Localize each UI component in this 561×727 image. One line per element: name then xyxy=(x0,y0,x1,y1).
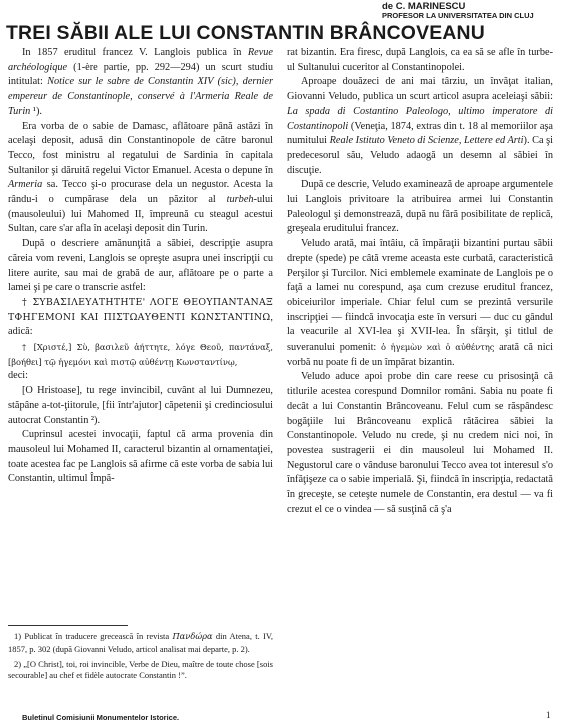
paragraph: Cuprinsul acestei invocaţii, faptul că arma provenia din mausoleul lui Mohamed II, caracterul bizantin al ornamentaţiei, toate acestea fac pe Langlois să afirme că este vorba de sabia lui Constantin, ultimul Împă- xyxy=(8,429,273,485)
paragraph: rat bizantin. Era firesc, după Langlois, ca ea să se afle în turbe-ul Sultanului cuceritor al Constantinopolei. xyxy=(287,47,553,73)
author-block xyxy=(382,2,534,20)
left-column xyxy=(8,46,273,487)
right-column xyxy=(287,46,553,518)
footnote-2: 2) „[O Christ], toi, roi invincible, Verbe de Dieu, maître de toute chose [sois secourable] au chef et fidèle autocrate Constantin !”. xyxy=(8,658,273,680)
paragraph: Veludo aduce apoi probe din care reese cu prisosinţă că titlurile acestea corespund Domnilor români. Sabia nu poate fi decât a lui Constantin Brâncoveanu. Felul cum se răspândesc bogăţiile lui Brâncoveanu explică rătăcirea săbiei la Constantinopole. Veludo nu crede, şi nu credem nici noi, în povestea sustragerii ei din mausoleul lui Mohamed II. Negustorul care o vânduse baronului Tecco avea tot interesul s'o înfăţişeze ca o sabie imperială. Şi, fiindcă în inscripţia, redactată în greceşte, se ceteşte numele de Constantin, era destul — va fi crezut el ce o vindea — să susţină că ş'a xyxy=(287,371,553,515)
paragraph: In 1857 eruditul francez V. Langlois publica în Revue archéologique (1-ère partie, pp. 292—294) un scurt studiu intitulat: Notice sur le sabre de Constantin XIV (sic), dernier empereur de Constantinople, conservé à l'Armeria Reale de Turin ¹). xyxy=(8,47,273,117)
paragraph: Veludo arată, mai întâiu, că împăraţii bizantini purtau săbii drepte (spede) pe câtă vreme aceasta este curbată, caracteristică Perşilor şi Turcilor. Nici emblemele examinate de Langlois pe o faţă a lamei nu corespund, aşa cum crezuse eruditul francez, obiceiurilor imperiale. Chiar felul cum se prezintă versurile inscripţiei — fiindcă invocaţia este în versuri — duc cu gândul la veacurile al XVI-lea şi XVII-lea. În sfârşit, şi titlul de suveranului pomenit: ὁ ἡγεμὼν ϰαὶ ὁ αὐθέντης arată că nici vorbă nu poate fi de un împărat bizantin. xyxy=(287,238,553,368)
paragraph: După o descriere amănunţită a săbiei, descripţie asupra căreia vom reveni, Langlois se opreşte asupra unei inscripţii cu litere aurite, sau mai de grabă de aur, aflătoare pe o parte a lamei şi pe care o transcrie astfel: xyxy=(8,238,273,294)
paragraph: deci: xyxy=(8,370,29,382)
footnotes xyxy=(8,629,273,685)
greek-inscription: † ΣΥΒΑΣΙΛΕΥΑΤΗΤΗΤΕ' ΛΟΓΕ ΘΕΟΥΠΑΝΤΑΝΑΞ ΤΦΗΓΕΜΟΝΙ ΚΑΙ ΠΙΣΤΩΑΥΘΕΝΤΙ ΚΩΝΣΤΑΝΤΙΝΩ, adică: xyxy=(8,296,273,338)
page-number: 1 xyxy=(546,710,551,720)
publication-footer: Buletinul Comisiunii Monumentelor Istorice. xyxy=(22,713,180,722)
footnote-divider xyxy=(8,625,128,626)
footnote-1: 1) Publicat în traducere grecească în revista Πανδώρα din Atena, t. IV, 1857, p. 302 (după Giovanni Veludo, articol analisat mai departe, p. 2). xyxy=(8,631,273,654)
paragraph: Aproape douăzeci de ani mai târziu, un învăţat italian, Giovanni Veludo, publica un scurt articol asupra aceleiaşi săbii: La spada di Costantino Paleologo, ultimo imperatore di Costantinopoli (Veneţia, 1874, extras din t. 18 al memoriilor aşa numitului Reale Istituto Veneto di Scienze, Lettere ed Arti). Ca şi predecesorul său, Veludo adaogă un desemn al săbiei în discuţie. xyxy=(287,76,553,176)
inscription-translation: [O Hristoase], tu rege invincibil, cuvânt al lui Dumnezeu, stăpâne a-tot-ţiitorule, [fii într'ajutor] căpetenii şi credinciosului autocrat Constantin ²). xyxy=(8,385,273,426)
article-title: TREI SĂBII ALE LUI CONSTANTIN BRÂNCOVEANU xyxy=(6,22,485,44)
author-name: de C. MARINESCU xyxy=(382,1,466,12)
greek-inscription-transcription: † [Χριστέ,] Σὺ, βασιλεῦ ἀήττητε, λόγε Θεοῦ, παντάναξ, [βοήθει] τῷ ἡγεμόνι καὶ πιστῷ αὐθέντῃ Κωνσταντίνῳ, xyxy=(8,342,273,367)
author-institution: PROFESOR LA UNIVERSITATEA DIN CLUJ xyxy=(382,11,534,20)
paragraph: După ce descrie, Veludo examinează de aproape argumentele lui Langlois privitoare la atribuirea armei lui Constantin Paleologul şi demonstrează, după nu fără posibilitate de replică, greşeala eruditului francez. xyxy=(287,179,553,235)
paragraph: Era vorba de o sabie de Damasc, aflătoare până astăzi în acelaşi deposit, adusă din Constantinopole de către baronul Tecco, fost ministru al regatului de Sardinia în capitala Sultanilor şi dăruită regelui Victor Emanuel. Acesta o depune în Armeria sa. Tecco şi-o procurase dela un negustor. Acesta la rându-i o cumpărase dela un păzitor al turbeh-ului (mausoleului) lui Mahomed II, împreună cu steagul acestui Sultan, care s'ar afla în acelaşi deposit din Turin. xyxy=(8,120,273,235)
